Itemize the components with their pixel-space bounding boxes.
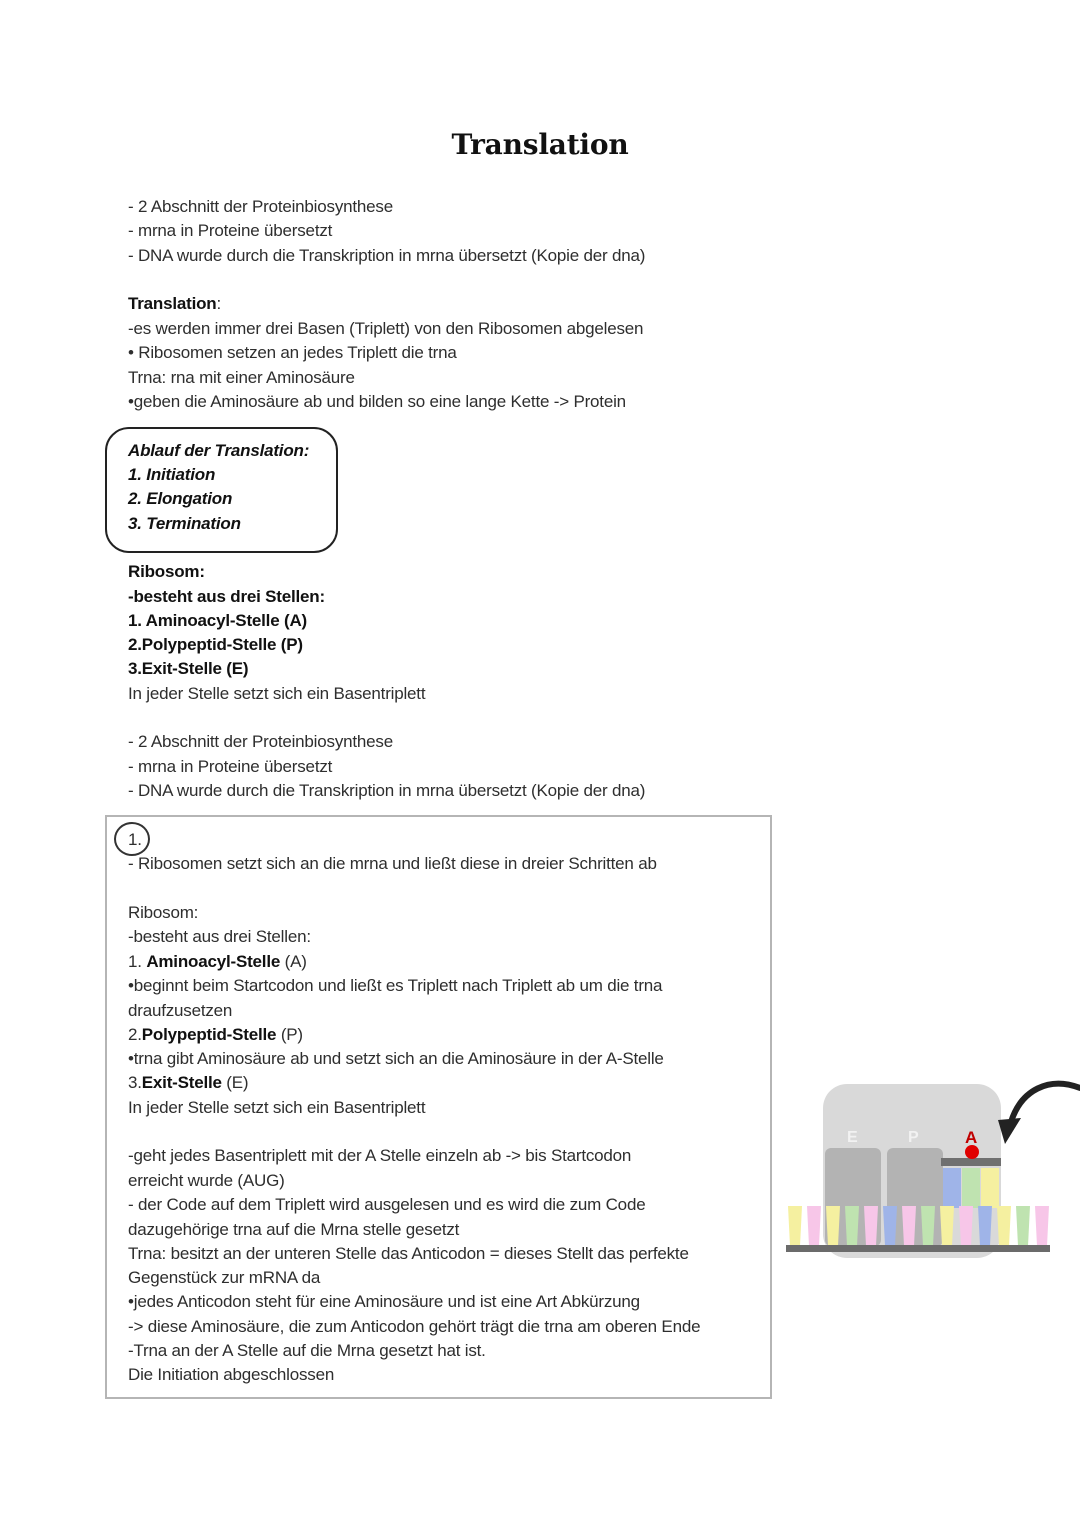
ablauf-step-1: 1. Initiation: [128, 465, 216, 484]
e-suffix: (E): [221, 1073, 249, 1092]
base: [921, 1206, 935, 1246]
intro-line-1: - 2 Abschnitt der Proteinbiosynthese: [128, 197, 393, 216]
base: [959, 1206, 973, 1246]
init-rest-10: Die Initiation abgeschlossen: [128, 1365, 335, 1384]
intro-line-2: - mrna in Proteine übersetzt: [128, 221, 333, 240]
translation-heading-colon: :: [216, 294, 222, 313]
ribosom-line-1: Ribosom:: [128, 562, 205, 581]
init-besteht: -besteht aus drei Stellen:: [128, 927, 311, 946]
ablauf-step-3: 3. Termination: [128, 514, 241, 533]
init-rest-3: - der Code auf dem Triplett wird ausgelesen und es wird die zum Code: [128, 1195, 646, 1214]
a-prefix: 1.: [128, 952, 147, 971]
base: [883, 1206, 897, 1246]
base: [807, 1206, 821, 1246]
ribosom-line-3: 1. Aminoacyl-Stelle (A): [128, 611, 307, 630]
base: [845, 1206, 859, 1246]
curved-arrow: [1011, 1084, 1080, 1122]
mrna-strand: [786, 1245, 1050, 1252]
init-rest-7: •jedes Anticodon steht für eine Aminosäure und ist eine Art Abkürzung: [128, 1292, 640, 1311]
base: [902, 1206, 916, 1246]
base: [978, 1206, 992, 1246]
init-rest-5: Trna: besitzt an der unteren Stelle das Anticodon = dieses Stellt das perfekte: [128, 1244, 689, 1263]
init-basen: In jeder Stelle setzt sich ein Basentriplett: [128, 1098, 426, 1117]
label-p: P: [908, 1129, 919, 1146]
ablauf-heading: Ablauf der Translation:: [128, 441, 310, 460]
translation-heading: [128, 292, 221, 316]
init-p-desc: •trna gibt Aminosäure ab und setzt sich an die Aminosäure in der A-Stelle: [128, 1049, 664, 1068]
intro-line-3: - DNA wurde durch die Transkription in mrna übersetzt (Kopie der dna): [128, 246, 646, 265]
init-a-desc-2: draufzusetzen: [128, 1001, 233, 1020]
repeat-line-3: - DNA wurde durch die Transkription in mrna übersetzt (Kopie der dna): [128, 781, 646, 800]
init-rest-8: -> diese Aminosäure, die zum Anticodon gehört trägt die trna am oberen Ende: [128, 1317, 701, 1336]
init-ribosom: Ribosom:: [128, 903, 199, 922]
base: [997, 1206, 1011, 1246]
init-a-desc-1: •beginnt beim Startcodon und ließt es Triplett nach Triplett ab um die trna: [128, 976, 663, 995]
init-rest-2: erreicht wurde (AUG): [128, 1171, 285, 1190]
ablauf-step-2: 2. Elongation: [128, 489, 233, 508]
init-rest-1: -geht jedes Basentriplett mit der A Stelle einzeln ab -> bis Startcodon: [128, 1146, 632, 1165]
translation-line-2: • Ribosomen setzen an jedes Triplett die trna: [128, 343, 457, 362]
ribosom-line-2: -besteht aus drei Stellen:: [128, 587, 325, 606]
arrow-head: [998, 1118, 1021, 1144]
a-suffix: (A): [280, 952, 307, 971]
trna-a-2: [962, 1168, 980, 1208]
translation-line-1: -es werden immer drei Basen (Triplett) von den Ribosomen abgelesen: [128, 319, 644, 338]
translation-line-3: Trna: rna mit einer Aminosäure: [128, 368, 355, 387]
base: [940, 1206, 954, 1246]
p-bold: Polypeptid-Stelle: [141, 1025, 277, 1044]
e-prefix: 3.: [128, 1073, 142, 1092]
init-rest-6: Gegenstück zur mRNA da: [128, 1268, 321, 1287]
ribosom-line-5: 3.Exit-Stelle (E): [128, 659, 249, 678]
init-line-1: - Ribosomen setzt sich an die mrna und ließt diese in dreier Schritten ab: [128, 854, 657, 873]
ribosome-diagram: [783, 1076, 1080, 1266]
base: [1035, 1206, 1049, 1246]
init-a-stelle: [128, 950, 307, 974]
base: [826, 1206, 840, 1246]
translation-heading-text: Translation: [128, 294, 217, 313]
e-bold: Exit-Stelle: [141, 1073, 222, 1092]
p-prefix: 2.: [128, 1025, 142, 1044]
label-a: A: [965, 1128, 978, 1147]
site-a-bar: [941, 1158, 1001, 1166]
init-rest-9: -Trna an der A Stelle auf die Mrna gesetzt hat ist.: [128, 1341, 486, 1360]
base: [1016, 1206, 1030, 1246]
p-suffix: (P): [276, 1025, 303, 1044]
trna-a-1: [943, 1168, 961, 1208]
ribosom-note: In jeder Stelle setzt sich ein Basentriplett: [128, 684, 426, 703]
repeat-line-2: - mrna in Proteine übersetzt: [128, 757, 333, 776]
repeat-line-1: - 2 Abschnitt der Proteinbiosynthese: [128, 732, 393, 751]
trna-a-3: [981, 1168, 999, 1208]
init-e-stelle: [128, 1071, 248, 1095]
amino-acid-dot: [965, 1145, 979, 1159]
label-e: E: [847, 1129, 858, 1146]
page-title: Translation: [451, 128, 629, 161]
init-rest-4: dazugehörige trna auf die Mrna stelle gesetzt: [128, 1220, 460, 1239]
base: [788, 1206, 802, 1246]
step-number: 1.: [128, 830, 142, 849]
ribosom-line-4: 2.Polypeptid-Stelle (P): [128, 635, 303, 654]
translation-line-4: •geben die Aminosäure ab und bilden so eine lange Kette -> Protein: [128, 392, 626, 411]
a-bold: Aminoacyl-Stelle: [146, 952, 281, 971]
base: [864, 1206, 878, 1246]
init-p-stelle: [128, 1023, 303, 1047]
